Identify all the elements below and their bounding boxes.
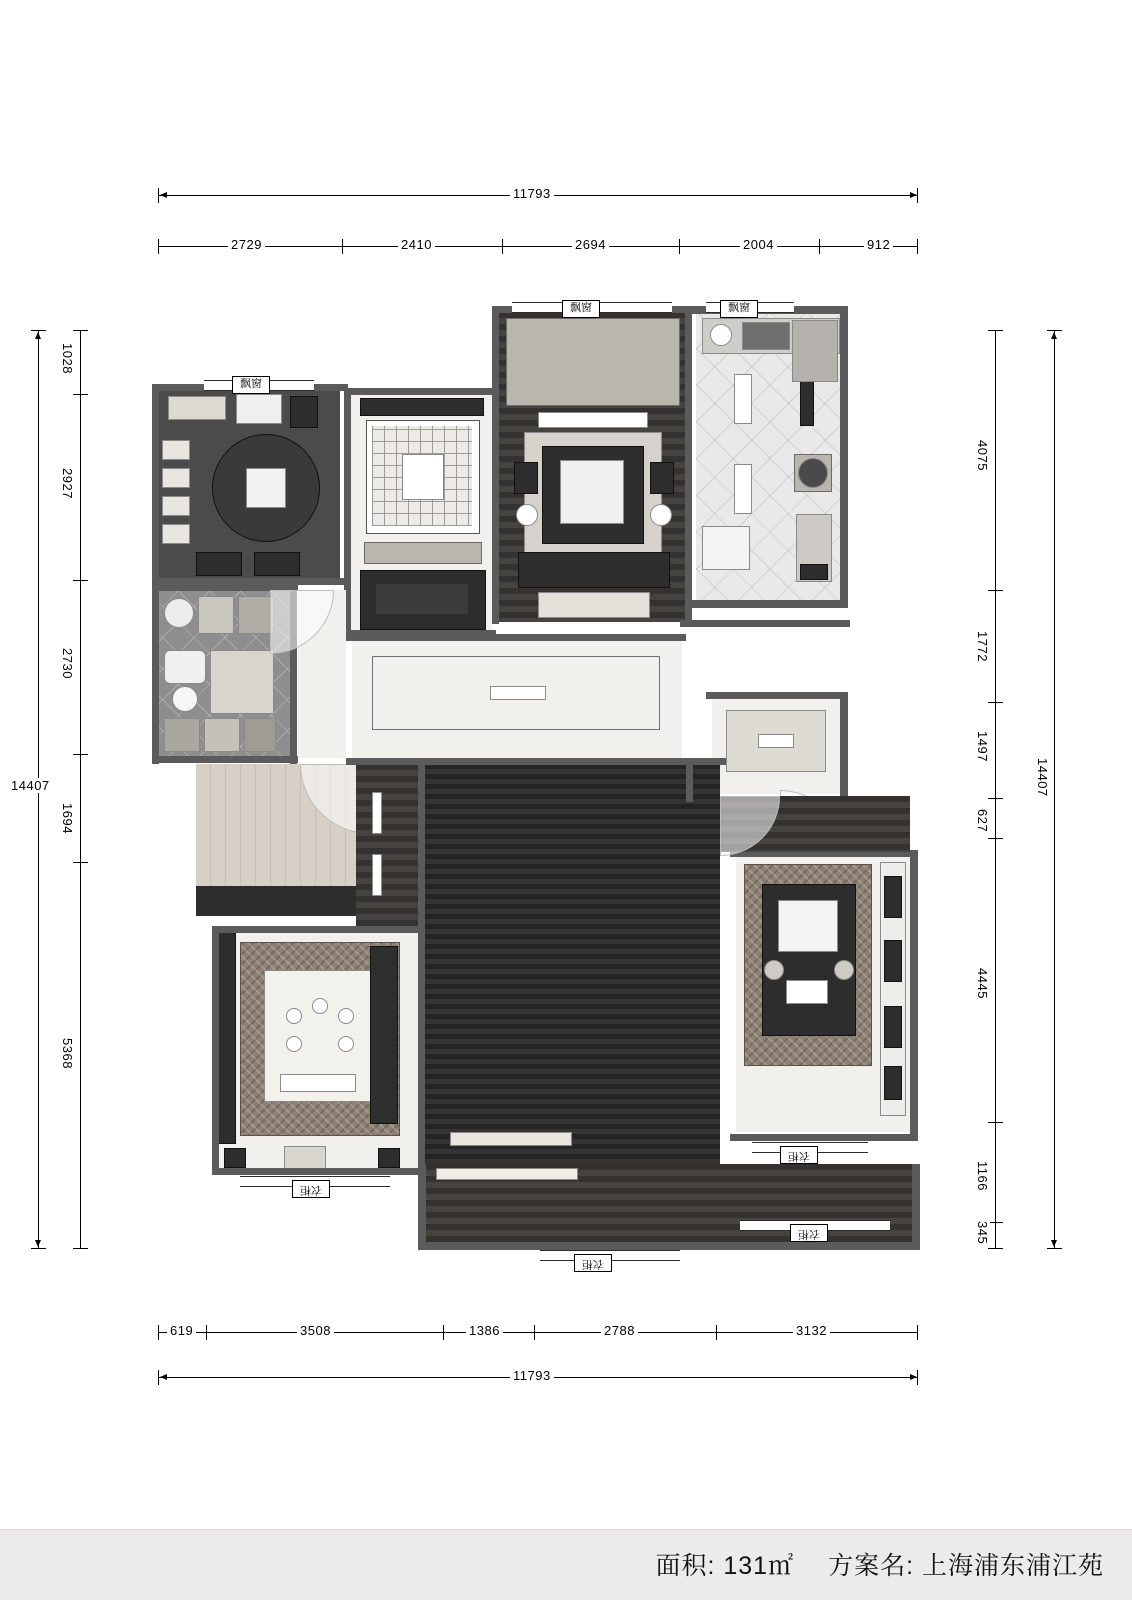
plan-name-value: 上海浦东浦江苑 <box>921 1552 1104 1580</box>
closet-tag-bottom-right-upper: 衣柜 <box>780 1146 818 1164</box>
dim-bottom-2: 3508 <box>297 1323 334 1338</box>
room-kitchen <box>696 314 844 606</box>
dim-left-3: 2730 <box>60 645 75 682</box>
room-bedroom-top-left <box>158 390 340 580</box>
dim-bottom-1: 619 <box>167 1323 196 1338</box>
dim-top-2: 2410 <box>398 237 435 252</box>
dim-left-5: 5368 <box>60 1035 75 1072</box>
dim-left-overall: 14407 <box>8 778 53 793</box>
dim-top-3: 2694 <box>572 237 609 252</box>
plan-name-label: 方案名: <box>828 1552 915 1580</box>
closet-tag-bottom-left: 衣柜 <box>292 1180 330 1198</box>
dim-right-6: 1166 <box>975 1158 990 1194</box>
closet-tag-right-mid: 衣柜 <box>790 1224 828 1242</box>
dim-left-4: 1694 <box>60 800 75 837</box>
dim-bottom-5: 3132 <box>793 1323 830 1338</box>
dim-top-4: 2004 <box>740 237 777 252</box>
dim-right-7: 345 <box>975 1218 990 1247</box>
dim-right-5: 4445 <box>975 965 990 1002</box>
bay-window-tag-top-center: 飘窗 <box>562 300 600 318</box>
dim-right-overall: 14407 <box>1035 755 1050 800</box>
room-passage-left <box>356 764 418 932</box>
room-entry-right <box>712 698 842 794</box>
dim-right-2: 1772 <box>975 628 990 665</box>
dim-bottom-overall: 11793 <box>510 1368 554 1383</box>
room-bedroom-master-left <box>218 932 418 1170</box>
footer-bar <box>0 1529 1132 1600</box>
room-living <box>424 764 720 1164</box>
room-bedroom-master-right <box>736 856 912 1132</box>
plan-name-block <box>828 1546 1104 1582</box>
dim-bottom-4: 2788 <box>601 1323 638 1338</box>
dim-right-4: 627 <box>975 806 990 835</box>
room-bedroom-left <box>350 394 492 636</box>
apartment-plan <box>140 290 920 1275</box>
closet-tag-bottom-center: 衣柜 <box>574 1254 612 1272</box>
dim-top-overall: 11793 <box>510 186 554 201</box>
dim-top-1: 2729 <box>228 237 265 252</box>
bay-window-tag-top-right: 飘窗 <box>720 300 758 318</box>
room-dining <box>352 640 682 758</box>
bay-window-tag-top-left: 飘窗 <box>232 376 270 394</box>
dim-left-2: 2927 <box>60 465 75 502</box>
room-bedroom-top-center <box>498 312 686 622</box>
dim-top-5: 912 <box>864 237 893 252</box>
dim-right-1: 4075 <box>975 437 990 474</box>
area-label: 面积: <box>655 1552 716 1580</box>
dim-bottom-3: 1386 <box>466 1323 503 1338</box>
dim-right-3: 1497 <box>975 728 990 765</box>
dim-left-1: 1028 <box>60 340 75 377</box>
area-value: 131㎡ <box>723 1552 795 1580</box>
area-block <box>655 1546 794 1582</box>
